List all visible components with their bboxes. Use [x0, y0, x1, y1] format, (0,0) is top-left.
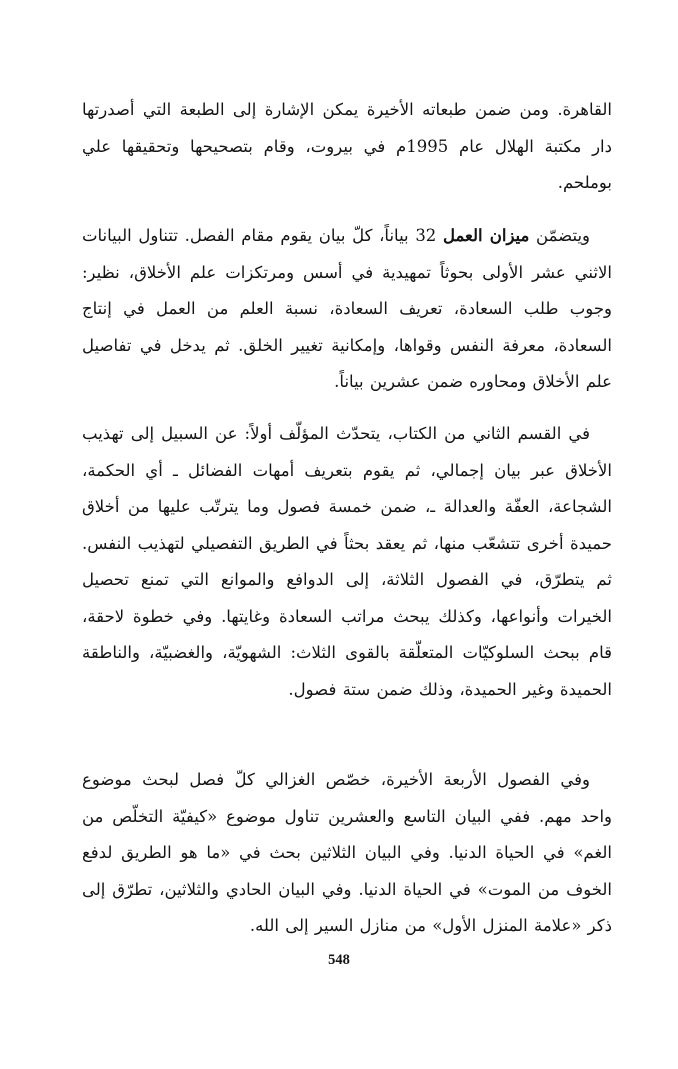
paragraph-2	[82, 218, 612, 401]
book-title-bold: ميزان العمل	[442, 226, 530, 245]
paragraph-3	[82, 416, 612, 708]
paragraph-2-text: 32 بياناً، كلّ بيان يقوم مقام الفصل. تتناول البيانات الاثني عشر الأولى بحوثاً تمهيدية في أسس ومرتكزات علم الأخلاق، نظير: وجوب طلب السعادة، تعريف السعادة، نسبة العلم من العمل في إنتاج السعادة، معرفة النفس وقواها، وإمكانية تغيير الخلق. ثم يدخل في تفاصيل علم الأخلاق ومحاوره ضمن عشرين بياناً.	[82, 226, 612, 391]
page-number: 548	[328, 952, 350, 968]
paragraph-4	[82, 762, 612, 945]
paragraph-4-text: وفي الفصول الأربعة الأخيرة، خصّص الغزالي كلّ فصل لبحث موضوع واحد مهم. ففي البيان التاسع والعشرين تناول موضوع «كيفيّة التخلّص من الغم» في الحياة الدنيا. وفي البيان الثلاثين بحث في «ما هو الطريق لدفع الخوف من الموت» في الحياة الدنيا. وفي البيان الحادي والثلاثين، تطرّق إلى ذكر «علامة المنزل الأول» من منازل السير إلى الله.	[82, 770, 612, 935]
paragraph-1	[82, 92, 612, 202]
paragraph-1-text: القاهرة. ومن ضمن طبعاته الأخيرة يمكن الإشارة إلى الطبعة التي أصدرتها دار مكتبة الهلال عام 1995م في بيروت، وقام بتصحيحها وتحقيقها علي بوملحم.	[82, 100, 612, 192]
paragraph-2-lead: ويتضمّن	[529, 226, 591, 245]
paragraph-3-text: في القسم الثاني من الكتاب، يتحدّث المؤلّف أولاً: عن السبيل إلى تهذيب الأخلاق عبر بيان إجمالي، ثم يقوم بتعريف أمهات الفضائل ـ أي الحكمة، الشجاعة، العفّة والعدالة ـ، ضمن خمسة فصول وما يترتّب عليها من أخلاق حميدة أخرى تتشعّب منها، ثم يعقد بحثاً في الطريق التفصيلي لتهذيب النفس. ثم يتطرّق، في الفصول الثلاثة، إلى الدوافع والموانع التي تمنع تحصيل الخيرات وأنواعها، وكذلك يبحث مراتب السعادة وغايتها. وفي خطوة لاحقة، قام ببحث السلوكيّات المتعلّقة بالقوى الثلاث: الشهويّة، والغضبيّة، والناطقة الحميدة وغير الحميدة، وذلك ضمن ستة فصول.	[82, 424, 612, 699]
